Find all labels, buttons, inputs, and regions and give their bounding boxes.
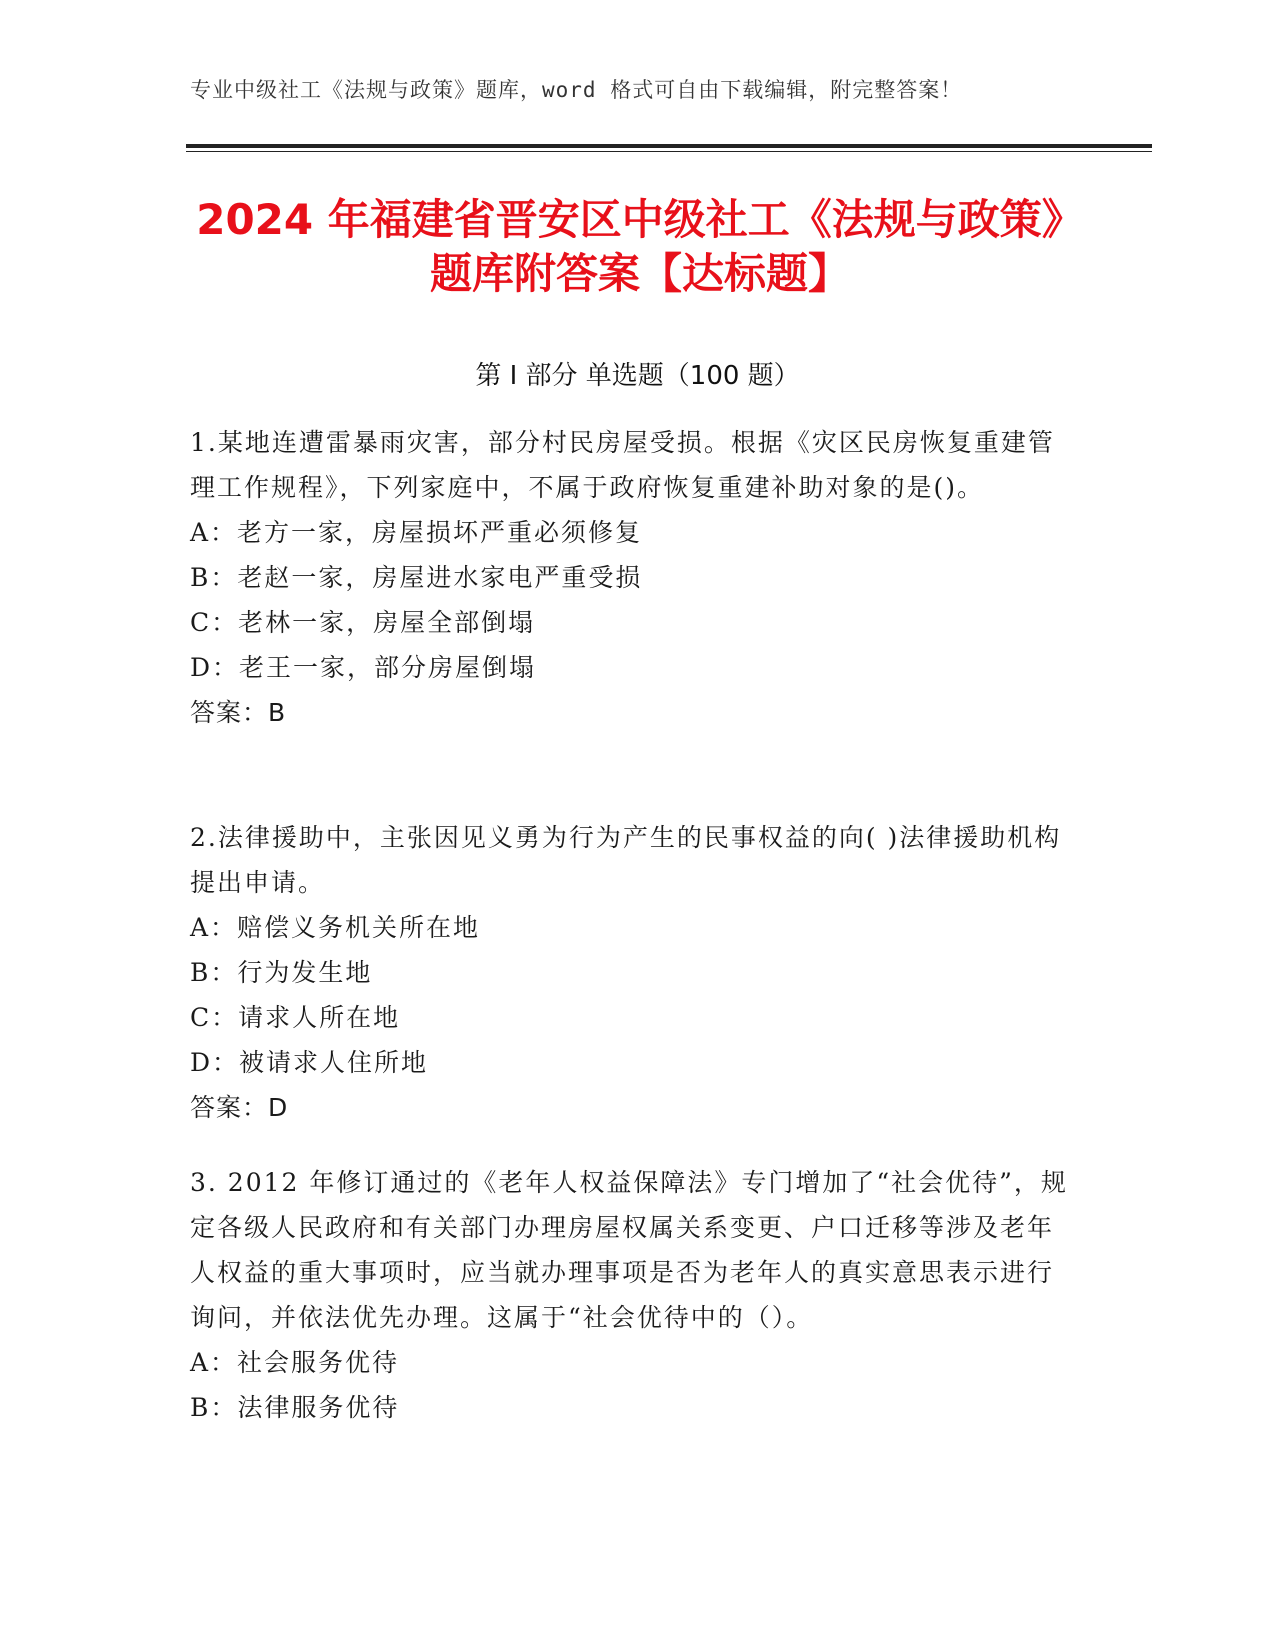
document-title: 2024 年福建省晋安区中级社工《法规与政策》题库附答案【达标题】: [196, 195, 1084, 298]
option-b: B：法律服务优待: [190, 1393, 400, 1422]
answer-line: 答案：D: [190, 1093, 289, 1122]
question-3: [190, 1160, 1070, 1430]
question-stem: 1.某地连遭雷暴雨灾害，部分村民房屋受损。根据《灾区民房恢复重建管理工作规程》，下列家庭中，不属于政府恢复重建补助对象的是()。: [190, 428, 1055, 502]
page-header: 专业中级社工《法规与政策》题库，word 格式可自由下载编辑，附完整答案！: [190, 78, 963, 102]
question-1: [190, 420, 1070, 735]
option-b: B：老赵一家，房屋进水家电严重受损: [190, 563, 643, 592]
question-2: [190, 815, 1070, 1130]
question-stem: 2.法律援助中，主张因见义勇为行为产生的民事权益的向( )法律援助机构提出申请。: [190, 823, 1062, 897]
option-d: D：被请求人住所地: [190, 1048, 429, 1077]
option-a: A：社会服务优待: [190, 1348, 400, 1377]
option-d: D：老王一家，部分房屋倒塌: [190, 653, 537, 682]
option-c: C：请求人所在地: [190, 1003, 401, 1032]
option-a: A：赔偿义务机关所在地: [190, 913, 481, 942]
header-divider-thick: [186, 144, 1152, 148]
answer-line: 答案：B: [190, 698, 287, 727]
option-a: A：老方一家，房屋损坏严重必须修复: [190, 518, 643, 547]
question-stem: 3. 2012 年修订通过的《老年人权益保障法》专门增加了“社会优待”，规定各级人民政府和有关部门办理房屋权属关系变更、户口迁移等涉及老年人权益的重大事项时，应当就办理事项是否为老年人的真实意思表示进行询问，并依法优先办理。这属于“社会优待中的（）。: [190, 1168, 1068, 1332]
header-divider-thin: [186, 151, 1152, 152]
option-c: C：老林一家，房屋全部倒塌: [190, 608, 536, 637]
option-b: B：行为发生地: [190, 958, 373, 987]
section-heading: 第 I 部分 单选题（100 题）: [475, 361, 800, 391]
